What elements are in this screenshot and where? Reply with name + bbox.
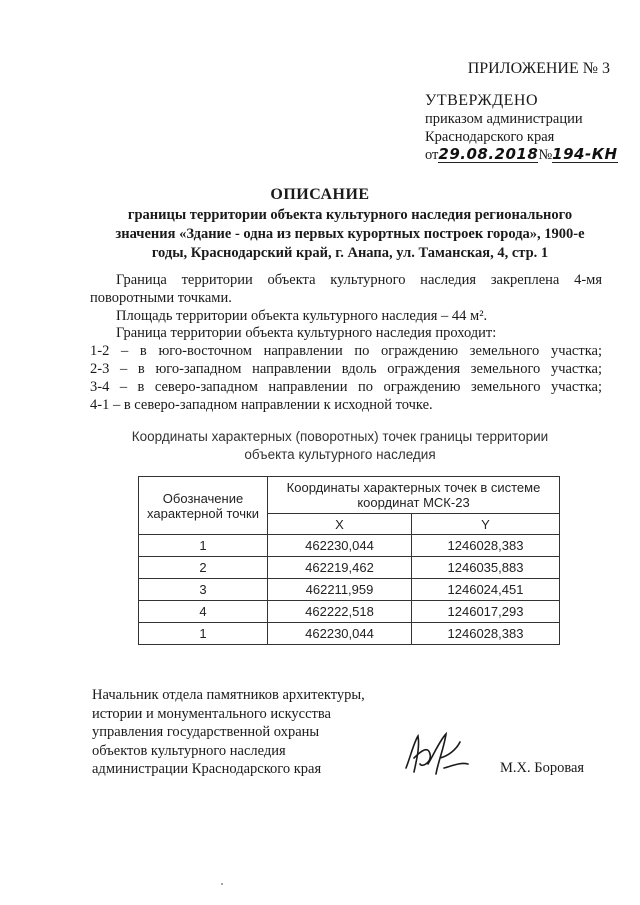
cell-x: 462211,959 bbox=[268, 579, 412, 601]
approval-stamp bbox=[425, 92, 618, 164]
coordinates-caption: Координаты характерных (поворотных) точек границы территории объекта культурного наследия bbox=[131, 429, 549, 462]
paragraph-points: Граница территории объекта культурного наследия закреплена 4-мя поворотными точками. bbox=[90, 272, 602, 306]
signatory-line-2: истории и монументального искусства bbox=[92, 705, 331, 722]
cell-y: 1246035,883 bbox=[412, 557, 560, 579]
handwritten-number: 194-КН bbox=[552, 145, 618, 163]
handwritten-signature bbox=[400, 728, 472, 780]
col-y-header: Y bbox=[412, 514, 560, 535]
approval-line-2: Краснодарского края bbox=[425, 129, 555, 145]
cell-point: 4 bbox=[139, 601, 268, 623]
cell-y: 1246028,383 bbox=[412, 535, 560, 557]
cell-y: 1246024,451 bbox=[412, 579, 560, 601]
cell-point: 3 bbox=[139, 579, 268, 601]
signatory-name: М.Х. Боровая bbox=[500, 760, 585, 776]
col-x-header: X bbox=[268, 514, 412, 535]
segment-1-2: 1-2 – в юго-восточном направлении по ограждению земельного участка; bbox=[90, 343, 602, 360]
table-row bbox=[139, 579, 560, 601]
table-row bbox=[139, 557, 560, 579]
segment-2-3: 2-3 – в юго-западном направлении вдоль ограждения земельного участка; bbox=[90, 360, 602, 377]
paragraph-area: Площадь территории объекта культурного наследия – 44 м². bbox=[116, 307, 488, 324]
cell-y: 1246017,293 bbox=[412, 601, 560, 623]
table-row bbox=[139, 601, 560, 623]
cell-x: 462230,044 bbox=[268, 623, 412, 645]
cell-point: 1 bbox=[139, 535, 268, 557]
approval-date-line bbox=[425, 146, 618, 164]
cell-x: 462219,462 bbox=[268, 557, 412, 579]
cell-x: 462230,044 bbox=[268, 535, 412, 557]
cell-point: 2 bbox=[139, 557, 268, 579]
signatory-line-1: Начальник отдела памятников архитектуры, bbox=[92, 687, 365, 703]
paragraph-boundary: Граница территории объекта культурного наследия проходит: bbox=[116, 325, 497, 342]
handwritten-date: 29.08.2018 bbox=[438, 145, 539, 163]
signatory-position bbox=[92, 686, 365, 779]
document-title: ОПИСАНИЕ bbox=[270, 186, 370, 203]
approval-heading: УТВЕРЖДЕНО bbox=[425, 92, 539, 109]
segment-3-4: 3-4 – в северо-западном направлении по ограждению земельного участка; bbox=[90, 378, 602, 395]
col-group-header: Координаты характерных точек в системе координат МСК-23 bbox=[268, 477, 560, 514]
number-prefix: № bbox=[538, 147, 553, 163]
segment-4-1: 4-1 – в северо-западном направлении к исходной точке. bbox=[90, 396, 433, 413]
description-body bbox=[90, 272, 602, 414]
table-row bbox=[139, 535, 560, 557]
col-point-header: Обозначение характерной точки bbox=[139, 477, 268, 535]
document-subtitle: границы территории объекта культурного наследия регионального значения «Здание - одна из первых курортных построек города», 1900-е годы, Краснодарский край, г. Анапа, ул. Таманская, 4, стр. 1 bbox=[115, 207, 585, 261]
table-row bbox=[139, 623, 560, 645]
cell-point: 1 bbox=[139, 623, 268, 645]
signatory-line-5: администрации Краснодарского края bbox=[92, 761, 322, 777]
scan-speck bbox=[221, 883, 223, 885]
cell-x: 462222,518 bbox=[268, 601, 412, 623]
signatory-line-4: объектов культурного наследия bbox=[92, 742, 286, 759]
approval-line-1: приказом администрации bbox=[425, 111, 583, 127]
appendix-label: ПРИЛОЖЕНИЕ № 3 bbox=[467, 60, 610, 77]
coordinates-table bbox=[138, 476, 560, 645]
date-prefix: от bbox=[425, 147, 439, 163]
signatory-line-3: управления государственной охраны bbox=[92, 724, 320, 740]
cell-y: 1246028,383 bbox=[412, 623, 560, 645]
